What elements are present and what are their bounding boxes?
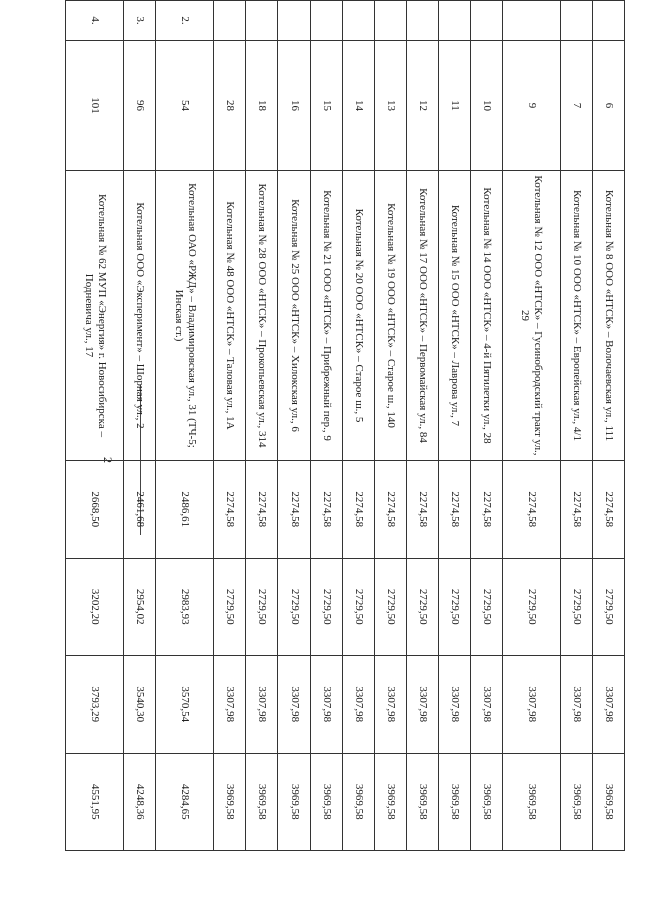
boiler-name-cell: Котельная ОАО «РЖД» – Владимировская ул., 31 (ТЧ-5; Инская ст.)	[156, 171, 214, 461]
tariff-table	[65, 0, 625, 851]
value-2-cell: 2729,50	[438, 558, 470, 656]
value-2-cell: 2729,50	[560, 558, 592, 656]
value-3-cell: 3307,98	[214, 656, 246, 754]
boiler-name-cell: Котельная № 8 ООО «НТСК» – Волочаевская ул., 111	[592, 171, 624, 461]
boiler-number-cell: 11	[438, 41, 470, 171]
boiler-number-cell: 13	[374, 41, 406, 171]
boiler-number-cell: 101	[66, 41, 124, 171]
value-2-cell: 2729,50	[592, 558, 624, 656]
value-1-cell: 2461,68	[124, 461, 156, 559]
value-3-cell: 3307,98	[278, 656, 310, 754]
group-index-cell	[246, 1, 278, 41]
value-4-cell: 3969,58	[438, 753, 470, 851]
value-2-cell: 2954,02	[124, 558, 156, 656]
value-1-cell: 2274,58	[246, 461, 278, 559]
group-index-cell	[560, 1, 592, 41]
value-1-cell: 2274,58	[502, 461, 560, 559]
table-row	[278, 1, 310, 851]
value-2-cell: 2729,50	[342, 558, 374, 656]
table-row	[342, 1, 374, 851]
table-row	[156, 1, 214, 851]
value-4-cell: 3969,58	[592, 753, 624, 851]
value-2-cell: 2729,50	[374, 558, 406, 656]
value-4-cell: 3969,58	[310, 753, 342, 851]
group-index-cell	[342, 1, 374, 41]
value-3-cell: 3307,98	[406, 656, 438, 754]
value-4-cell: 4284,65	[156, 753, 214, 851]
boiler-number-cell: 15	[310, 41, 342, 171]
value-1-cell: 2274,58	[374, 461, 406, 559]
value-2-cell: 2729,50	[406, 558, 438, 656]
value-2-cell: 3202,20	[66, 558, 124, 656]
boiler-name-cell: Котельная № 12 ООО «НТСК» – Гусинобродский тракт ул., 29	[502, 171, 560, 461]
boiler-number-cell: 7	[560, 41, 592, 171]
boiler-name-cell: Котельная № 15 ООО «НТСК» – Лаврова ул., 7	[438, 171, 470, 461]
value-4-cell: 3969,58	[342, 753, 374, 851]
group-index-cell	[374, 1, 406, 41]
boiler-name-cell: Котельная № 17 ООО «НТСК» – Первомайская ул., 84	[406, 171, 438, 461]
group-index-cell: 4.	[66, 1, 124, 41]
value-3-cell: 3307,98	[470, 656, 502, 754]
value-2-cell: 2729,50	[502, 558, 560, 656]
group-index-cell	[592, 1, 624, 41]
table-row	[560, 1, 592, 851]
boiler-name-cell: Котельная № 21 ООО «НТСК» – Прибрежный пер., 9	[310, 171, 342, 461]
table-row	[66, 1, 124, 851]
value-3-cell: 3793,29	[66, 656, 124, 754]
boiler-name-cell: Котельная № 10 ООО «НТСК» – Европейская ул., 4/1	[560, 171, 592, 461]
value-1-cell: 2274,58	[214, 461, 246, 559]
value-2-cell: 2729,50	[278, 558, 310, 656]
value-2-cell: 2729,50	[470, 558, 502, 656]
boiler-number-cell: 54	[156, 41, 214, 171]
value-4-cell: 3969,58	[470, 753, 502, 851]
group-index-cell	[470, 1, 502, 41]
table-row	[124, 1, 156, 851]
value-3-cell: 3307,98	[438, 656, 470, 754]
group-index-cell: 3.	[124, 1, 156, 41]
value-1-cell: 2274,58	[470, 461, 502, 559]
boiler-name-cell: Котельная № 19 ООО «НТСК» – Старое ш., 140	[374, 171, 406, 461]
value-4-cell: 4248,36	[124, 753, 156, 851]
table-row	[246, 1, 278, 851]
boiler-name-cell: Котельная № 48 ООО «НТСК» – Таловая ул., 1А	[214, 171, 246, 461]
value-1-cell: 2274,58	[406, 461, 438, 559]
table-row	[406, 1, 438, 851]
boiler-number-cell: 9	[502, 41, 560, 171]
table-row	[438, 1, 470, 851]
value-1-cell: 2274,58	[560, 461, 592, 559]
group-index-cell	[438, 1, 470, 41]
value-2-cell: 2983,93	[156, 558, 214, 656]
boiler-number-cell: 6	[592, 41, 624, 171]
group-index-cell	[310, 1, 342, 41]
group-index-cell: 2.	[156, 1, 214, 41]
value-4-cell: 3969,58	[278, 753, 310, 851]
value-1-cell: 2486,61	[156, 461, 214, 559]
boiler-number-cell: 14	[342, 41, 374, 171]
value-4-cell: 3969,58	[502, 753, 560, 851]
boiler-name-cell: Котельная № 28 ООО «НТСК» – Прокопьевская ул., 314	[246, 171, 278, 461]
table-row	[214, 1, 246, 851]
boiler-number-cell: 28	[214, 41, 246, 171]
value-4-cell: 4551,95	[66, 753, 124, 851]
page-number: 2	[101, 457, 115, 463]
value-4-cell: 3969,58	[374, 753, 406, 851]
value-1-cell: 2274,58	[438, 461, 470, 559]
value-2-cell: 2729,50	[246, 558, 278, 656]
boiler-name-cell: Котельная ООО «Эксперимент» – Шорная ул., 2	[124, 171, 156, 461]
value-3-cell: 3307,98	[246, 656, 278, 754]
value-1-cell: 2274,58	[310, 461, 342, 559]
value-4-cell: 3969,58	[406, 753, 438, 851]
boiler-number-cell: 10	[470, 41, 502, 171]
value-3-cell: 3307,98	[310, 656, 342, 754]
table-row	[470, 1, 502, 851]
group-index-cell	[278, 1, 310, 41]
value-4-cell: 3969,58	[560, 753, 592, 851]
value-3-cell: 3307,98	[374, 656, 406, 754]
value-3-cell: 3307,98	[592, 656, 624, 754]
boiler-name-cell: Котельная № 62 МУП «Энергия» г. Новосибирска – Подневича ул., 17	[66, 171, 124, 461]
boiler-number-cell: 12	[406, 41, 438, 171]
group-index-cell	[502, 1, 560, 41]
value-3-cell: 3307,98	[342, 656, 374, 754]
boiler-name-cell: Котельная № 20 ООО «НТСК» – Старое ш., 5	[342, 171, 374, 461]
table-row	[374, 1, 406, 851]
boiler-name-cell: Котельная № 14 ООО «НТСК» – 4-й Пятилетки ул., 28	[470, 171, 502, 461]
value-1-cell: 2274,58	[342, 461, 374, 559]
value-2-cell: 2729,50	[310, 558, 342, 656]
value-4-cell: 3969,58	[246, 753, 278, 851]
boiler-number-cell: 16	[278, 41, 310, 171]
value-3-cell: 3307,98	[560, 656, 592, 754]
table-row	[310, 1, 342, 851]
table-row	[502, 1, 560, 851]
value-1-cell: 2274,58	[592, 461, 624, 559]
value-1-cell: 2668,50	[66, 461, 124, 559]
value-1-cell: 2274,58	[278, 461, 310, 559]
value-4-cell: 3969,58	[214, 753, 246, 851]
boiler-name-cell: Котельная № 25 ООО «НТСК» – Хилокская ул., 6	[278, 171, 310, 461]
group-index-cell	[406, 1, 438, 41]
value-2-cell: 2729,50	[214, 558, 246, 656]
table-rotator	[65, 0, 625, 850]
boiler-number-cell: 96	[124, 41, 156, 171]
tariff-table-body	[66, 1, 625, 851]
rotated-tariff-sheet	[65, 0, 625, 850]
value-3-cell: 3307,98	[502, 656, 560, 754]
boiler-number-cell: 18	[246, 41, 278, 171]
group-index-cell	[214, 1, 246, 41]
value-3-cell: 3570,54	[156, 656, 214, 754]
table-row	[592, 1, 624, 851]
value-3-cell: 3540,30	[124, 656, 156, 754]
